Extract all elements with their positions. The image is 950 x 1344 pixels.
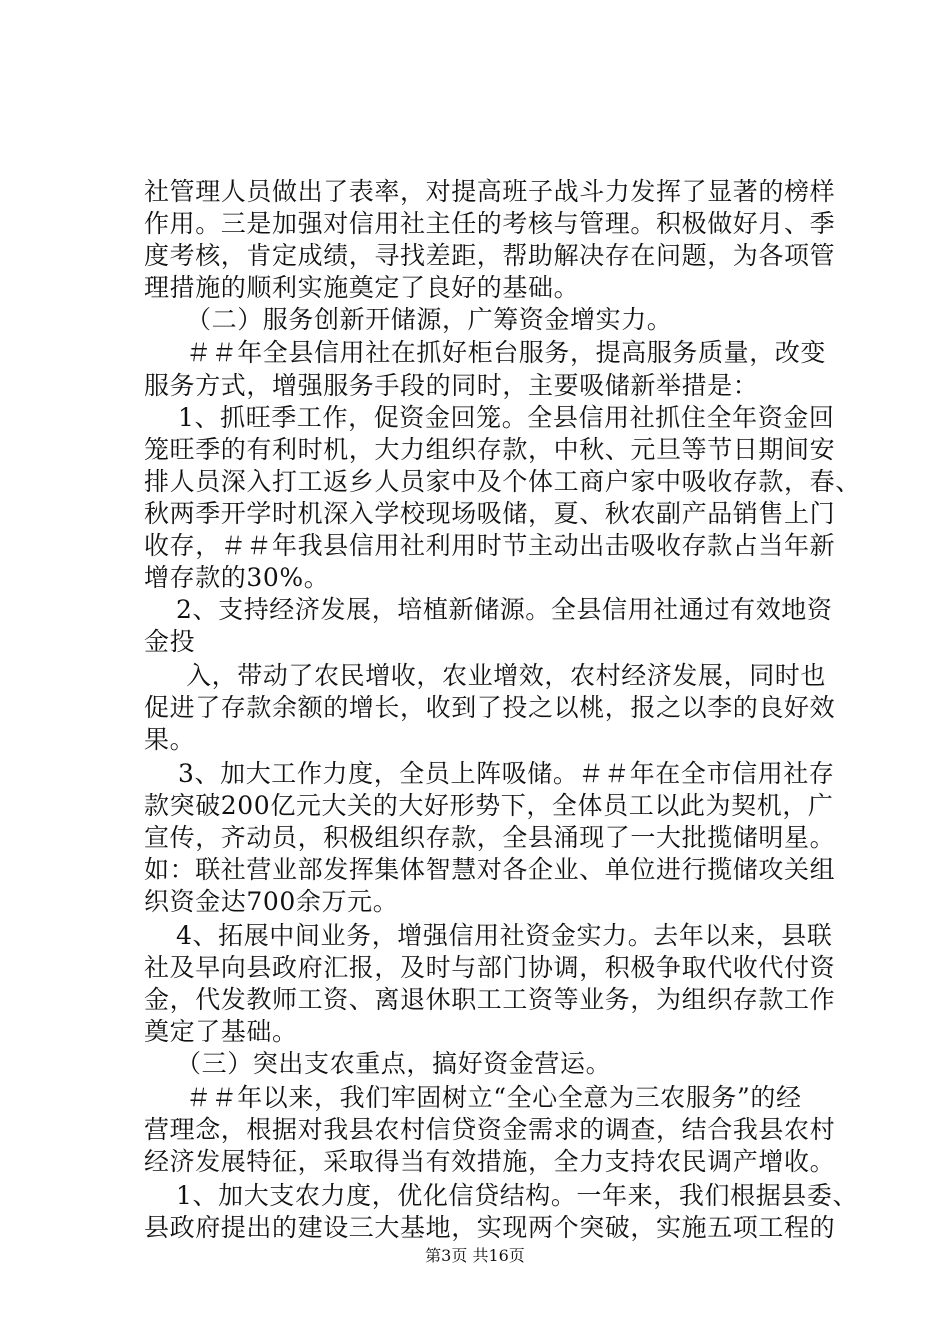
text-line: 排人员深入打工返乡人员家中及个体工商户家中吸收存款，春、 xyxy=(144,467,861,496)
text-line: 社管理人员做出了表率，对提高班子战斗力发挥了显著的榜样 xyxy=(144,177,836,206)
text-line: 作用。三是加强对信用社主任的考核与管理。积极做好月、季 xyxy=(144,209,836,238)
text-line: 如：联社营业部发挥集体智慧对各企业、单位进行揽储攻关组 xyxy=(144,855,836,884)
text-line: 经济发展特征，采取得当有效措施，全力支持农民调产增收。 xyxy=(144,1147,836,1176)
text-line: 度考核，肯定成绩，寻找差距，帮助解决存在问题，为各项管 xyxy=(144,241,836,270)
section-heading: （二）服务创新开储源，广筹资金增实力。 xyxy=(186,305,673,334)
text-line: 增存款的30%。 xyxy=(144,563,330,592)
text-line: 金投 xyxy=(144,627,196,656)
section-heading: （三）突出支农重点，搞好资金营运。 xyxy=(176,1049,612,1078)
text-line: 4、拓展中间业务，增强信用社资金实力。去年以来，县联 xyxy=(176,921,833,950)
text-line: 服务方式，增强服务手段的同时，主要吸储新举措是： xyxy=(144,371,759,400)
text-line: 收存，＃＃年我县信用社利用时节主动出击吸收存款占当年新 xyxy=(144,531,836,560)
text-line: 县政府提出的建设三大基地，实现两个突破，实施五项工程的 xyxy=(144,1213,836,1242)
text-line: 促进了存款余额的增长，收到了投之以桃，报之以李的良好效 xyxy=(144,693,836,722)
text-line: 2、支持经济发展，培植新储源。全县信用社通过有效地资 xyxy=(176,595,833,624)
text-line: ＃＃年全县信用社在抓好柜台服务，提高服务质量，改变 xyxy=(186,338,827,367)
text-line: 营理念，根据对我县农村信贷资金需求的调查，结合我县农村 xyxy=(144,1115,836,1144)
text-line: 金，代发教师工资、离退休职工工资等业务，为组织存款工作 xyxy=(144,985,836,1014)
text-line: 宣传，齐动员，积极组织存款，全县涌现了一大批揽储明星。 xyxy=(144,823,836,852)
text-line: 1、加大支农力度，优化信贷结构。一年来，我们根据县委、 xyxy=(176,1181,859,1210)
text-line: 果。 xyxy=(144,725,196,754)
text-line: 笼旺季的有利时机，大力组织存款，中秋、元旦等节日期间安 xyxy=(144,435,836,464)
text-line: 入，带动了农民增收，农业增效，农村经济发展，同时也 xyxy=(186,661,827,690)
text-line: 秋两季开学时机深入学校现场吸储，夏、秋农副产品销售上门 xyxy=(144,499,836,528)
text-line: 1、抓旺季工作，促资金回笼。全县信用社抓住全年资金回 xyxy=(178,403,835,432)
text-line: 3、加大工作力度，全员上阵吸储。＃＃年在全市信用社存 xyxy=(178,759,835,788)
text-line: 织资金达700余万元。 xyxy=(144,887,399,916)
text-line: 奠定了基础。 xyxy=(144,1017,298,1046)
text-line: 社及早向县政府汇报，及时与部门协调，积极争取代收代付资 xyxy=(144,953,836,982)
text-line: 理措施的顺利实施奠定了良好的基础。 xyxy=(144,273,580,302)
page-footer: 第3页 共16页 xyxy=(425,1246,525,1265)
text-line: 款突破200亿元大关的大好形势下，全体员工以此为契机，广 xyxy=(144,791,834,820)
text-line: ＃＃年以来，我们牢固树立“全心全意为三农服务”的经 xyxy=(186,1083,802,1112)
